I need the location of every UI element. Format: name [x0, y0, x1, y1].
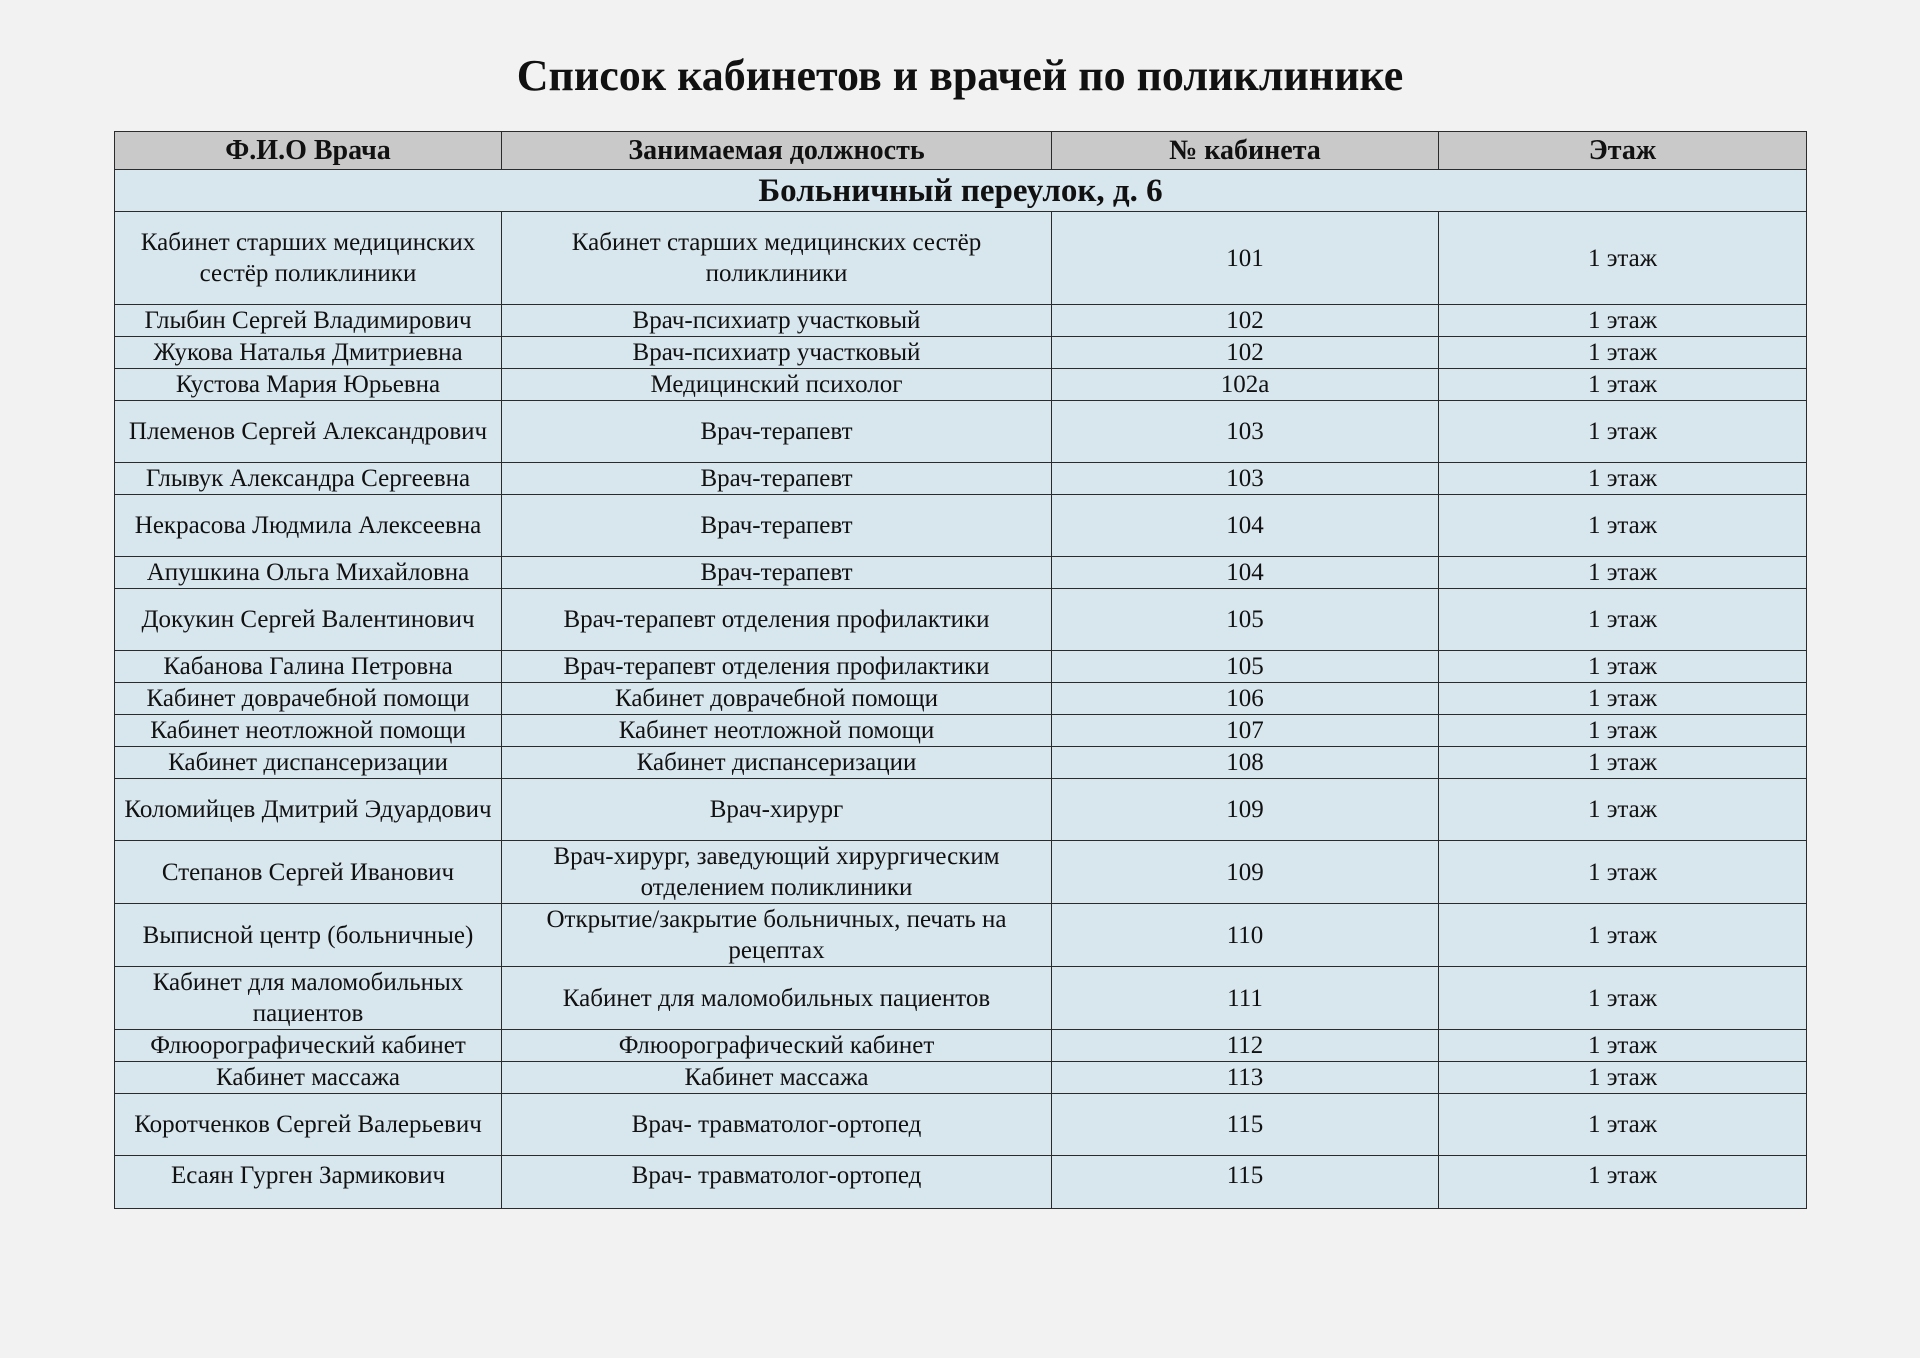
cell-position: Медицинский психолог: [502, 369, 1052, 401]
cell-room: 107: [1052, 715, 1439, 747]
table-row: [115, 463, 1807, 495]
cell-position: Врач-терапевт отделения профилактики: [502, 589, 1052, 651]
table-row: [115, 495, 1807, 557]
cell-position: Кабинет диспансеризации: [502, 747, 1052, 779]
table-row: [115, 683, 1807, 715]
cell-name: Кабинет неотложной помощи: [115, 715, 502, 747]
table-row: [115, 715, 1807, 747]
table-row: [115, 747, 1807, 779]
cell-floor: 1 этаж: [1439, 463, 1807, 495]
cell-room: 111: [1052, 967, 1439, 1030]
cell-floor: 1 этаж: [1439, 369, 1807, 401]
cell-room: 109: [1052, 841, 1439, 904]
table-row: [115, 1030, 1807, 1062]
cell-room: 105: [1052, 589, 1439, 651]
cell-position: Кабинет доврачебной помощи: [502, 683, 1052, 715]
cell-room: 104: [1052, 495, 1439, 557]
section-row: [115, 170, 1807, 212]
cell-name: Степанов Сергей Иванович: [115, 841, 502, 904]
cell-floor: 1 этаж: [1439, 495, 1807, 557]
column-header-room: № кабинета: [1052, 132, 1439, 170]
cell-room: 103: [1052, 401, 1439, 463]
cell-name: Коломийцев Дмитрий Эдуардович: [115, 779, 502, 841]
table-row: [115, 557, 1807, 589]
cell-room: 112: [1052, 1030, 1439, 1062]
cell-floor: 1 этаж: [1439, 212, 1807, 305]
cell-name: Некрасова Людмила Алексеевна: [115, 495, 502, 557]
cell-position: Кабинет неотложной помощи: [502, 715, 1052, 747]
cell-floor: 1 этаж: [1439, 747, 1807, 779]
cell-name: Глыбин Сергей Владимирович: [115, 305, 502, 337]
cell-position: Открытие/закрытие больничных, печать на рецептах: [502, 904, 1052, 967]
table-row: [115, 904, 1807, 967]
cell-name: Кабинет доврачебной помощи: [115, 683, 502, 715]
clinic-table: [114, 131, 1807, 1209]
cell-floor: 1 этаж: [1439, 401, 1807, 463]
cell-name: Жукова Наталья Дмитриевна: [115, 337, 502, 369]
cell-floor: 1 этаж: [1439, 651, 1807, 683]
cell-floor: 1 этаж: [1439, 589, 1807, 651]
cell-room: 115: [1052, 1156, 1439, 1209]
cell-position: Кабинет для маломобильных пациентов: [502, 967, 1052, 1030]
cell-room: 106: [1052, 683, 1439, 715]
cell-position: Врач-хирург, заведующий хирургическим отделением поликлиники: [502, 841, 1052, 904]
cell-name: Кабинет массажа: [115, 1062, 502, 1094]
cell-room: 104: [1052, 557, 1439, 589]
table-row: [115, 779, 1807, 841]
cell-name: Кустова Мария Юрьевна: [115, 369, 502, 401]
table-row: [115, 401, 1807, 463]
column-header-name: Ф.И.О Врача: [115, 132, 502, 170]
cell-floor: 1 этаж: [1439, 1156, 1807, 1209]
table-row: [115, 841, 1807, 904]
cell-position: Флюорографический кабинет: [502, 1030, 1052, 1062]
cell-name: Кабанова Галина Петровна: [115, 651, 502, 683]
cell-position: Врач-хирург: [502, 779, 1052, 841]
cell-name: Кабинет диспансеризации: [115, 747, 502, 779]
cell-room: 115: [1052, 1094, 1439, 1156]
cell-floor: 1 этаж: [1439, 337, 1807, 369]
cell-room: 102а: [1052, 369, 1439, 401]
cell-position: Врач-терапевт: [502, 495, 1052, 557]
cell-floor: 1 этаж: [1439, 1030, 1807, 1062]
cell-name: Племенов Сергей Александрович: [115, 401, 502, 463]
table-row: [115, 305, 1807, 337]
cell-room: 101: [1052, 212, 1439, 305]
cell-floor: 1 этаж: [1439, 1062, 1807, 1094]
cell-room: 110: [1052, 904, 1439, 967]
cell-floor: 1 этаж: [1439, 715, 1807, 747]
table-row: [115, 369, 1807, 401]
cell-room: 113: [1052, 1062, 1439, 1094]
cell-floor: 1 этаж: [1439, 967, 1807, 1030]
cell-room: 102: [1052, 305, 1439, 337]
cell-room: 108: [1052, 747, 1439, 779]
cell-room: 105: [1052, 651, 1439, 683]
cell-room: 103: [1052, 463, 1439, 495]
cell-room: 109: [1052, 779, 1439, 841]
cell-floor: 1 этаж: [1439, 557, 1807, 589]
cell-name: Кабинет старших медицинских сестёр поликлиники: [115, 212, 502, 305]
table-row: [115, 651, 1807, 683]
cell-name: Апушкина Ольга Михайловна: [115, 557, 502, 589]
cell-floor: 1 этаж: [1439, 683, 1807, 715]
page-title: Список кабинетов и врачей по поликлинике: [516, 51, 1404, 100]
cell-name: Выписной центр (больничные): [115, 904, 502, 967]
cell-name: Коротченков Сергей Валерьевич: [115, 1094, 502, 1156]
cell-floor: 1 этаж: [1439, 904, 1807, 967]
cell-floor: 1 этаж: [1439, 779, 1807, 841]
cell-name: Флюорографический кабинет: [115, 1030, 502, 1062]
table-row: [115, 1094, 1807, 1156]
cell-position: Врач- травматолог-ортопед: [502, 1094, 1052, 1156]
cell-name: Глывук Александра Сергеевна: [115, 463, 502, 495]
column-header-floor: Этаж: [1439, 132, 1807, 170]
table-header-row: [115, 132, 1807, 170]
column-header-position: Занимаемая должность: [502, 132, 1052, 170]
table-row: [115, 1062, 1807, 1094]
cell-position: Кабинет старших медицинских сестёр поликлиники: [502, 212, 1052, 305]
cell-position: Врач-терапевт: [502, 463, 1052, 495]
cell-name: Кабинет для маломобильных пациентов: [115, 967, 502, 1030]
cell-position: Врач- травматолог-ортопед: [502, 1156, 1052, 1209]
table-row: [115, 337, 1807, 369]
cell-room: 102: [1052, 337, 1439, 369]
table-row: [115, 1156, 1807, 1209]
table-row: [115, 967, 1807, 1030]
cell-name: Докукин Сергей Валентинович: [115, 589, 502, 651]
cell-floor: 1 этаж: [1439, 305, 1807, 337]
table-row: [115, 589, 1807, 651]
section-title: Больничный переулок, д. 6: [115, 170, 1807, 212]
table-row: [115, 212, 1807, 305]
cell-position: Врач-терапевт отделения профилактики: [502, 651, 1052, 683]
cell-position: Врач-психиатр участковый: [502, 337, 1052, 369]
cell-position: Врач-психиатр участковый: [502, 305, 1052, 337]
cell-floor: 1 этаж: [1439, 1094, 1807, 1156]
cell-position: Кабинет массажа: [502, 1062, 1052, 1094]
cell-position: Врач-терапевт: [502, 401, 1052, 463]
cell-position: Врач-терапевт: [502, 557, 1052, 589]
cell-floor: 1 этаж: [1439, 841, 1807, 904]
cell-name: Есаян Гурген Зармикович: [115, 1156, 502, 1209]
